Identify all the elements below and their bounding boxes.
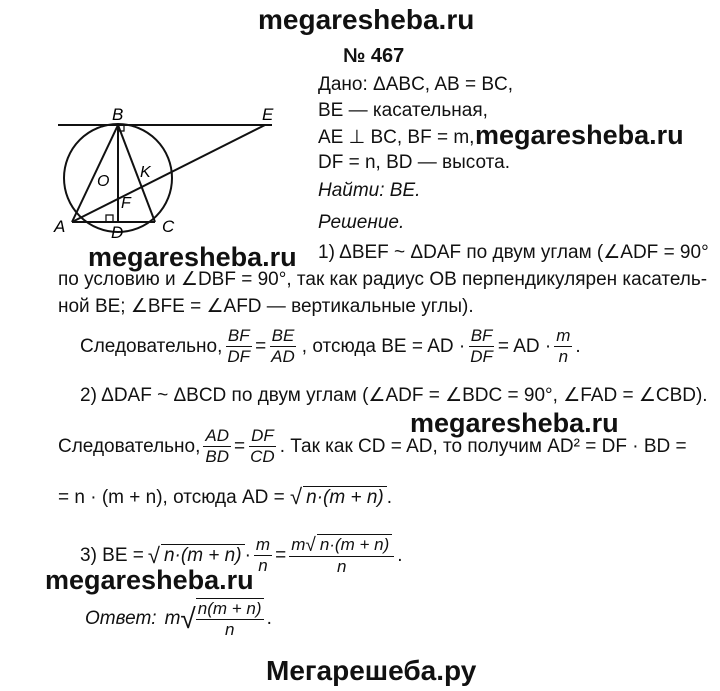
step1-line-b: по условию и ∠DBF = 90°, так как радиус OB перпендикулярен касатель-: [58, 269, 708, 290]
answer-m: m: [164, 608, 181, 629]
step3-line: 3) BE = √ n·(m + n) · $\frac{m}{n}$ = $\frac{m√ n\cdot(m + n)}{n}$ .: [80, 535, 403, 576]
step1-conclusion: Следовательно, $\frac{BF}{DF}$ = $\frac{BE}{AD}$ , отсюда BE = AD · $\frac{BF}{DF}$ = AD · $\frac{m}{n}$ .: [80, 326, 581, 366]
step1-conclusion-mid: , отсюда BE = AD ·: [301, 335, 466, 357]
fraction-be-ad: [269, 326, 297, 367]
step1-line-a: 1) ΔBEF ~ ΔDAF по двум углам (∠ADF = 90°: [318, 242, 709, 263]
label-b: B: [112, 105, 124, 124]
label-o: O: [97, 173, 110, 190]
fraction-den: BD: [205, 447, 230, 466]
watermark-3: megaresheba.ru: [410, 408, 619, 438]
step1-conclusion-mid2: = AD ·: [497, 335, 552, 357]
label-e: E: [262, 105, 274, 124]
watermark-2: megaresheba.ru: [88, 242, 297, 272]
fraction-ad-bd: [203, 426, 231, 467]
problem-number: № 467: [343, 45, 405, 67]
fraction-num: BF: [227, 326, 250, 345]
fraction-num: AD: [205, 426, 230, 445]
watermark-1: megaresheba.ru: [475, 120, 684, 150]
fraction-m-n: [554, 326, 572, 367]
fraction-num-sqrt: n·(m + n): [317, 534, 392, 555]
label-a: A: [54, 217, 66, 236]
fraction-num: m: [556, 326, 571, 345]
fraction-num: BF: [470, 326, 493, 345]
equals-sign: =: [275, 544, 287, 566]
given-line-3: AE ⊥ BC, BF = m,: [318, 127, 475, 148]
given-line-4: DF = n, BD — высота.: [318, 152, 511, 173]
fraction-num: m√ n·(m + n): [289, 534, 394, 557]
fraction-df-cd: [248, 426, 277, 467]
solution-heading: Решение.: [318, 212, 405, 233]
fraction-bf-df-2: [468, 326, 495, 367]
fraction-num-m: m: [291, 535, 306, 554]
step2-conclusion: [58, 426, 687, 467]
step2-conclusion-prefix: Следовательно,: [58, 435, 201, 457]
label-d: D: [111, 223, 124, 242]
fraction-m-n-2: [254, 535, 272, 576]
label-c: C: [162, 217, 175, 236]
right-angle-d: [106, 215, 113, 222]
step3-prefix: 3) BE =: [80, 544, 144, 566]
step2-line-a: 2) ΔDAF ~ ΔBCD по двум углам (∠ADF = ∠BDC = 90°, ∠FAD = ∠CBD).: [80, 385, 708, 406]
equals-sign: =: [255, 335, 267, 357]
fraction-den: n: [558, 347, 569, 366]
label-f: F: [121, 195, 131, 212]
label-k: K: [140, 164, 151, 181]
answer-line: Ответ: m √ $\frac{n(m + n)}{n}$ .: [85, 599, 272, 639]
watermark-4: megaresheba.ru: [45, 565, 254, 595]
given-line-1: Дано: ΔABC, AB = BC,: [318, 74, 513, 95]
step1-line-c: ной BE; ∠BFE = ∠AFD — вертикальные углы).: [58, 296, 474, 317]
footer-watermark: Мегарешеба.ру: [266, 655, 477, 686]
answer-label: Ответ:: [85, 608, 157, 629]
fraction-den: AD: [271, 347, 295, 366]
step2-line-c: = n · (m + n), отсюда AD = √ n·(m + n) .: [58, 484, 393, 509]
given-line-2: BE — касательная,: [318, 100, 488, 121]
given-line-5: Найти: BE.: [318, 180, 421, 201]
step1-conclusion-prefix: Следовательно,: [80, 335, 223, 357]
fraction-bf-df: [225, 326, 252, 367]
fraction-den: n: [336, 557, 347, 576]
equals-sign: =: [234, 435, 246, 457]
fraction-den: n: [258, 556, 268, 575]
fraction-final: [289, 534, 394, 577]
fraction-den: DF: [470, 347, 493, 366]
fraction-num: BE: [271, 326, 295, 345]
header-watermark: megaresheba.ru: [258, 4, 475, 35]
answer-fraction: [196, 598, 264, 640]
fraction-num: m: [255, 535, 271, 554]
fraction-den: DF: [227, 347, 251, 366]
fraction-den: n: [224, 620, 235, 639]
sqrt-ad: n·(m + n): [303, 486, 387, 509]
fraction-num: n(m + n): [197, 599, 262, 618]
dot: ·: [244, 544, 251, 566]
step2-line-c-prefix: = n · (m + n), отсюда AD =: [58, 487, 285, 508]
sqrt-be: n·(m + n): [161, 544, 245, 567]
step2-conclusion-mid: . Так как CD = AD, то получим AD² = DF · BD =: [279, 435, 687, 457]
fraction-den: CD: [250, 447, 275, 466]
fraction-num: DF: [251, 426, 274, 445]
